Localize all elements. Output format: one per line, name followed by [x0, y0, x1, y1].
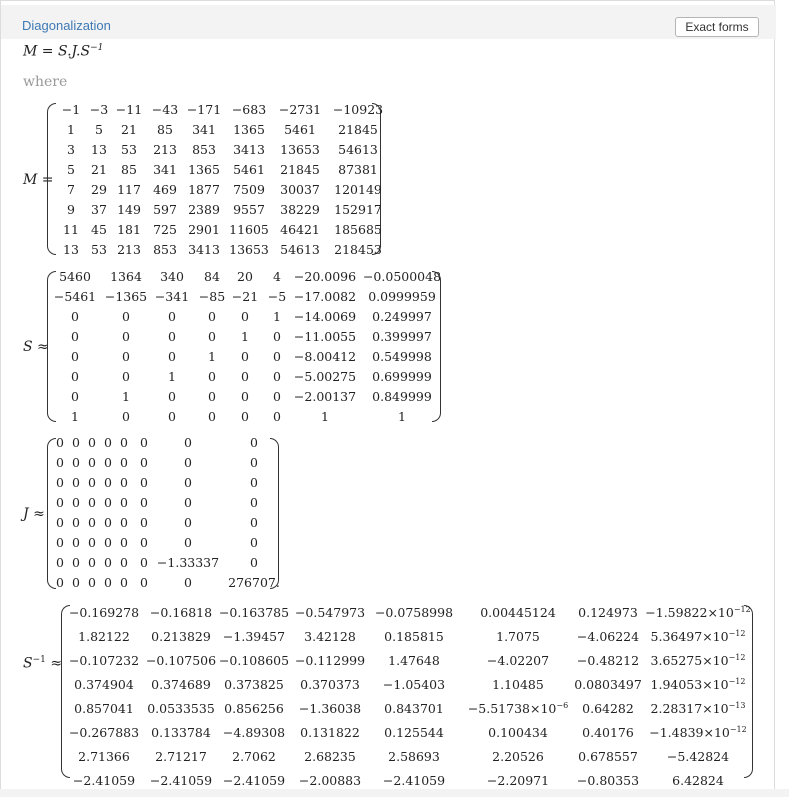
matrix-cell-m: 2901: [188, 222, 220, 237]
matrix-cell-j: 0: [140, 455, 148, 470]
matrix-cell-m: 21845: [280, 162, 320, 177]
matrix-cell-m: 38229: [280, 202, 320, 217]
approx-sign: ≈: [45, 655, 63, 672]
matrix-cell-s: 0: [273, 389, 281, 404]
matrix-cell-j: 0: [120, 535, 128, 550]
matrix-cell-sinv: $2.28317\times 10^{-13}$: [650, 701, 746, 717]
matrix-cell-sinv: −4.06224: [576, 629, 640, 644]
matrix-cell-m: 54613: [280, 242, 320, 257]
matrix-cell-m: 120149: [334, 182, 382, 197]
matrix-cell-m: −171: [186, 102, 222, 117]
matrix-cell-s: 0.849999: [372, 389, 432, 404]
where-label: where: [23, 74, 68, 90]
matrix-cell-s: 0: [122, 349, 130, 364]
matrix-cell-m: 45: [91, 222, 107, 237]
matrix-cell-s: 0.399997: [372, 329, 432, 344]
matrix-cell-m: 7509: [233, 182, 265, 197]
matrix-cell-m: −1: [61, 102, 81, 117]
matrix-cell-sinv: −2.20971: [486, 773, 550, 788]
matrix-cell-j: 0: [120, 515, 128, 530]
formula-equals: =: [41, 43, 54, 60]
pod-header: [1, 5, 776, 39]
matrix-cell-j: −1.33337: [156, 555, 220, 570]
matrix-cell-sinv: $-1.59822\times 10^{-12}$: [645, 605, 751, 621]
matrix-cell-sinv: 0.64282: [582, 701, 634, 716]
matrix-cell-s: 1364: [110, 269, 142, 284]
matrix-cell-sinv: 0.124973: [578, 605, 638, 620]
matrix-cell-m: 7: [67, 182, 75, 197]
matrix-cell-s: 0: [241, 349, 249, 364]
matrix-cell-j: 0: [72, 475, 80, 490]
matrix-cell-s: 0: [208, 409, 216, 424]
matrix-cell-s: 1: [273, 309, 281, 324]
matrix-cell-s: 0: [208, 329, 216, 344]
matrix-cell-j: 0: [56, 555, 64, 570]
matrix-cell-s: 4: [273, 269, 281, 284]
matrix-cell-j: 0: [88, 435, 96, 450]
left-parenthesis-sinv: [61, 605, 70, 778]
matrix-cell-j: 0: [104, 515, 112, 530]
matrix-cell-j: 0: [88, 575, 96, 590]
matrix-cell-m: 149: [117, 202, 141, 217]
matrix-cell-sinv: 0.185815: [384, 629, 444, 644]
matrix-cell-s: 0: [71, 329, 79, 344]
matrix-cell-m: 117: [117, 182, 141, 197]
matrix-cell-s: 0: [71, 309, 79, 324]
matrix-cell-j: 0: [184, 495, 192, 510]
matrix-cell-j: 0: [250, 455, 258, 470]
matrix-cell-s: 1: [398, 409, 406, 424]
matrix-cell-j: 0: [184, 575, 192, 590]
matrix-cell-sinv: −2.00883: [298, 773, 362, 788]
matrix-cell-s: 0: [168, 389, 176, 404]
bottom-edge: [0, 789, 789, 797]
matrix-cell-m: 725: [153, 222, 177, 237]
matrix-cell-m: −10923: [332, 102, 384, 117]
matrix-cell-sinv: −0.80353: [576, 773, 640, 788]
matrix-label-sinv: [23, 655, 62, 672]
matrix-cell-s: 20: [237, 269, 253, 284]
matrix-cell-sinv: $-1.4839\times 10^{-12}$: [649, 725, 747, 741]
matrix-cell-s: −11.0055: [293, 329, 357, 344]
matrix-cell-m: 54613: [338, 142, 378, 157]
matrix-cell-sinv: 0.374689: [151, 677, 211, 692]
matrix-cell-s: 0: [208, 389, 216, 404]
matrix-cell-sinv: 0.373825: [224, 677, 284, 692]
matrix-cell-j: 0: [120, 495, 128, 510]
matrix-cell-j: 0: [184, 435, 192, 450]
matrix-cell-s: 1: [208, 349, 216, 364]
matrix-symbol: J: [23, 506, 29, 522]
matrix-cell-j: 0: [104, 475, 112, 490]
matrix-cell-s: 0: [241, 369, 249, 384]
matrix-symbol: S: [23, 339, 33, 355]
matrix-cell-j: 0: [140, 495, 148, 510]
matrix-cell-s: 0.549998: [372, 349, 432, 364]
matrix-cell-j: 0: [56, 535, 64, 550]
matrix-symbol: S: [23, 655, 33, 672]
matrix-cell-sinv: −0.108605: [218, 653, 290, 668]
matrix-cell-j: 0: [104, 535, 112, 550]
matrix-cell-sinv: 0.678557: [578, 749, 638, 764]
matrix-cell-s: 0: [71, 369, 79, 384]
matrix-cell-m: 21845: [338, 122, 378, 137]
matrix-cell-j: 0: [250, 535, 258, 550]
matrix-cell-sinv: −0.547973: [294, 605, 366, 620]
matrix-cell-sinv: 0.370373: [300, 677, 360, 692]
matrix-cell-m: 181: [117, 222, 141, 237]
matrix-cell-m: 21: [121, 122, 137, 137]
matrix-cell-sinv: 0.0803497: [574, 677, 642, 692]
matrix-cell-sinv: −1.05403: [382, 677, 446, 692]
matrix-cell-m: 213: [153, 142, 177, 157]
matrix-cell-s: −8.00412: [293, 349, 357, 364]
matrix-cell-sinv: −0.112999: [294, 653, 366, 668]
matrix-cell-j: 0: [120, 435, 128, 450]
matrix-cell-m: 5: [95, 122, 103, 137]
matrix-cell-j: 0: [104, 495, 112, 510]
matrix-cell-j: 0: [72, 555, 80, 570]
matrix-cell-j: 0: [184, 455, 192, 470]
matrix-cell-m: 21: [91, 162, 107, 177]
matrix-cell-j: 0: [184, 475, 192, 490]
matrix-cell-j: 0: [104, 435, 112, 450]
matrix-cell-j: 276707.: [228, 575, 280, 590]
matrix-cell-m: 85: [121, 162, 137, 177]
matrix-cell-sinv: −0.267883: [68, 725, 140, 740]
matrix-cell-j: 0: [88, 455, 96, 470]
matrix-cell-m: 341: [192, 122, 216, 137]
matrix-cell-s: 1: [321, 409, 329, 424]
matrix-cell-m: 11605: [229, 222, 269, 237]
matrix-cell-s: 0: [273, 369, 281, 384]
matrix-cell-j: 0: [120, 575, 128, 590]
matrix-cell-m: −3: [89, 102, 109, 117]
matrix-cell-s: 1: [241, 329, 249, 344]
matrix-cell-s: 5460: [59, 269, 91, 284]
matrix-cell-s: 0.699999: [372, 369, 432, 384]
matrix-cell-sinv: 0.843701: [384, 701, 444, 716]
matrix-cell-sinv: −0.163785: [218, 605, 290, 620]
matrix-cell-s: −20.0096: [293, 269, 357, 284]
matrix-cell-s: 0: [122, 369, 130, 384]
matrix-cell-j: 0: [72, 575, 80, 590]
matrix-cell-m: 469: [153, 182, 177, 197]
matrix-cell-s: −1365: [104, 289, 148, 304]
matrix-cell-sinv: 2.7062: [232, 749, 276, 764]
matrix-cell-sinv: −0.0758998: [374, 605, 454, 620]
matrix-cell-m: 341: [153, 162, 177, 177]
matrix-cell-sinv: 0.00445124: [480, 605, 556, 620]
matrix-cell-s: 0: [122, 309, 130, 324]
matrix-cell-m: 30037: [280, 182, 320, 197]
matrix-cell-m: 3: [67, 142, 75, 157]
matrix-cell-j: 0: [140, 435, 148, 450]
matrix-cell-sinv: 0.125544: [384, 725, 444, 740]
matrix-cell-j: 0: [140, 475, 148, 490]
matrix-cell-m: 5461: [284, 122, 316, 137]
matrix-cell-s: 0: [273, 329, 281, 344]
matrix-cell-j: 0: [140, 555, 148, 570]
matrix-cell-j: 0: [120, 475, 128, 490]
left-parenthesis-m: [47, 103, 56, 255]
matrix-cell-m: 13: [91, 142, 107, 157]
matrix-cell-s: −5.00275: [293, 369, 357, 384]
matrix-cell-s: 0: [241, 389, 249, 404]
matrix-cell-j: 0: [56, 495, 64, 510]
matrix-cell-s: 1: [168, 369, 176, 384]
matrix-inverse-exponent: −1: [32, 655, 46, 665]
matrix-cell-j: 0: [140, 575, 148, 590]
matrix-cell-s: 0: [273, 409, 281, 424]
matrix-cell-j: 0: [184, 535, 192, 550]
formula-exponent: −1: [90, 43, 104, 53]
matrix-cell-m: 11: [63, 222, 79, 237]
matrix-cell-j: 0: [72, 535, 80, 550]
formula-rhs: S.J.S: [57, 43, 91, 60]
matrix-cell-s: 0: [208, 369, 216, 384]
matrix-cell-s: 0: [168, 349, 176, 364]
matrix-cell-s: 0: [168, 329, 176, 344]
matrix-cell-s: 0: [241, 309, 249, 324]
matrix-cell-s: 0: [122, 329, 130, 344]
matrix-cell-j: 0: [72, 455, 80, 470]
matrix-cell-j: 0: [72, 495, 80, 510]
matrix-cell-sinv: 1.47648: [388, 653, 440, 668]
matrix-cell-sinv: 1.10485: [492, 677, 544, 692]
exact-forms-button[interactable]: Exact forms: [675, 17, 759, 37]
matrix-cell-sinv: $5.36497\times 10^{-12}$: [650, 629, 746, 645]
matrix-cell-m: 597: [153, 202, 177, 217]
matrix-cell-j: 0: [104, 455, 112, 470]
matrix-cell-sinv: 0.133784: [151, 725, 211, 740]
matrix-cell-sinv: 0.213829: [151, 629, 211, 644]
matrix-cell-sinv: 2.71366: [78, 749, 130, 764]
matrix-cell-m: −2731: [278, 102, 322, 117]
matrix-cell-sinv: 1.7075: [496, 629, 540, 644]
matrix-cell-sinv: $3.65275\times 10^{-12}$: [650, 653, 746, 669]
matrix-cell-sinv: −0.107506: [145, 653, 217, 668]
matrix-cell-j: 0: [56, 435, 64, 450]
matrix-cell-m: 37: [91, 202, 107, 217]
matrix-cell-m: 853: [192, 142, 216, 157]
matrix-cell-sinv: −1.39457: [222, 629, 286, 644]
matrix-cell-j: 0: [250, 515, 258, 530]
matrix-cell-j: 0: [88, 475, 96, 490]
matrix-cell-s: −21: [231, 289, 259, 304]
matrix-cell-j: 0: [72, 435, 80, 450]
left-parenthesis-j: [47, 438, 56, 589]
matrix-cell-sinv: −0.169278: [68, 605, 140, 620]
matrix-cell-s: 0: [71, 389, 79, 404]
matrix-cell-m: 1365: [188, 162, 220, 177]
matrix-cell-sinv: −2.41059: [222, 773, 286, 788]
matrix-cell-sinv: 1.82122: [78, 629, 130, 644]
matrix-cell-j: 0: [88, 535, 96, 550]
matrix-cell-m: 5461: [233, 162, 265, 177]
matrix-label-j: [23, 506, 45, 522]
matrix-cell-s: 0: [168, 309, 176, 324]
matrix-cell-j: 0: [250, 435, 258, 450]
matrix-cell-j: 0: [104, 575, 112, 590]
matrix-cell-m: 853: [153, 242, 177, 257]
matrix-cell-s: 0: [71, 349, 79, 364]
matrix-cell-sinv: 0.0533535: [147, 701, 215, 716]
matrix-cell-s: −341: [154, 289, 190, 304]
matrix-cell-s: −17.0082: [293, 289, 357, 304]
matrix-cell-sinv: 0.100434: [488, 725, 548, 740]
matrix-cell-j: 0: [104, 555, 112, 570]
matrix-cell-m: 53: [121, 142, 137, 157]
matrix-symbol: M: [23, 172, 38, 188]
matrix-cell-m: 2389: [188, 202, 220, 217]
matrix-cell-s: 0: [168, 409, 176, 424]
matrix-cell-sinv: −4.02207: [486, 653, 550, 668]
matrix-cell-m: 13653: [229, 242, 269, 257]
matrix-cell-m: 218453: [334, 242, 382, 257]
matrix-cell-s: 0: [208, 309, 216, 324]
matrix-cell-m: 1365: [233, 122, 265, 137]
matrix-cell-m: 46421: [280, 222, 320, 237]
matrix-cell-m: 13653: [280, 142, 320, 157]
matrix-cell-s: 84: [204, 269, 220, 284]
matrix-cell-sinv: −2.41059: [382, 773, 446, 788]
matrix-cell-s: 1: [71, 409, 79, 424]
matrix-cell-s: 0: [122, 409, 130, 424]
matrix-cell-sinv: 0.131822: [300, 725, 360, 740]
matrix-cell-sinv: 0.856256: [224, 701, 284, 716]
pod-title: Diagonalization: [22, 18, 111, 33]
matrix-cell-s: 1: [122, 389, 130, 404]
matrix-cell-s: −0.0500048: [362, 269, 442, 284]
matrix-cell-m: 9557: [233, 202, 265, 217]
matrix-cell-m: 85: [157, 122, 173, 137]
matrix-cell-j: 0: [56, 515, 64, 530]
matrix-cell-j: 0: [250, 495, 258, 510]
matrix-cell-m: 53: [91, 242, 107, 257]
matrix-cell-sinv: 0.40176: [582, 725, 634, 740]
matrix-cell-sinv: −0.48212: [576, 653, 640, 668]
equals-sign: =: [37, 172, 54, 188]
matrix-cell-m: −43: [151, 102, 179, 117]
matrix-cell-m: 213: [117, 242, 141, 257]
matrix-cell-s: −85: [198, 289, 226, 304]
matrix-cell-m: 1: [67, 122, 75, 137]
matrix-cell-sinv: −2.41059: [149, 773, 213, 788]
matrix-cell-m: 29: [91, 182, 107, 197]
matrix-cell-sinv: 0.857041: [74, 701, 134, 716]
matrix-cell-j: 0: [56, 455, 64, 470]
matrix-label-s: [23, 339, 49, 355]
right-parenthesis-j: [270, 438, 279, 589]
matrix-cell-s: −5461: [53, 289, 97, 304]
matrix-cell-j: 0: [88, 555, 96, 570]
matrix-cell-m: 185685: [334, 222, 382, 237]
matrix-cell-m: 5: [67, 162, 75, 177]
matrix-cell-m: 87381: [338, 162, 378, 177]
matrix-cell-m: 3413: [233, 142, 265, 157]
matrix-cell-sinv: −4.89308: [222, 725, 286, 740]
matrix-cell-sinv: −0.107232: [68, 653, 140, 668]
matrix-cell-sinv: 2.20526: [492, 749, 544, 764]
matrix-cell-sinv: $1.94053\times 10^{-12}$: [650, 677, 746, 693]
matrix-cell-s: 0.249997: [372, 309, 432, 324]
matrix-cell-sinv: $-5.51738\times 10^{-6}$: [467, 701, 569, 717]
matrix-cell-m: −11: [115, 102, 143, 117]
matrix-cell-sinv: 2.68235: [304, 749, 356, 764]
diagonalization-formula: [23, 43, 103, 60]
matrix-cell-sinv: 3.42128: [304, 629, 356, 644]
matrix-cell-s: 0.0999959: [368, 289, 436, 304]
matrix-cell-j: 0: [72, 515, 80, 530]
matrix-cell-j: 0: [88, 515, 96, 530]
matrix-cell-s: 0: [241, 409, 249, 424]
matrix-cell-sinv: 6.42824: [672, 773, 724, 788]
matrix-cell-j: 0: [250, 555, 258, 570]
matrix-cell-s: −5: [267, 289, 287, 304]
matrix-cell-j: 0: [120, 455, 128, 470]
matrix-cell-sinv: 2.71217: [155, 749, 207, 764]
matrix-cell-s: 0: [273, 349, 281, 364]
approx-sign: ≈: [32, 339, 49, 355]
matrix-cell-m: 3413: [188, 242, 220, 257]
matrix-cell-sinv: −0.16818: [149, 605, 213, 620]
matrix-cell-sinv: 0.374904: [74, 677, 134, 692]
matrix-cell-m: 9: [67, 202, 75, 217]
matrix-cell-s: −14.0069: [293, 309, 357, 324]
approx-sign: ≈: [28, 506, 45, 522]
matrix-cell-sinv: −2.41059: [72, 773, 136, 788]
matrix-cell-j: 0: [140, 535, 148, 550]
formula-lhs: M: [23, 43, 38, 60]
matrix-cell-j: 0: [56, 475, 64, 490]
matrix-cell-m: 1877: [188, 182, 220, 197]
matrix-cell-j: 0: [56, 575, 64, 590]
matrix-cell-m: 152917: [334, 202, 382, 217]
matrix-cell-s: −2.00137: [293, 389, 357, 404]
matrix-cell-j: 0: [250, 475, 258, 490]
matrix-cell-j: 0: [88, 495, 96, 510]
matrix-cell-j: 0: [140, 515, 148, 530]
matrix-cell-j: 0: [120, 555, 128, 570]
matrix-cell-sinv: −5.42824: [666, 749, 730, 764]
matrix-cell-m: −683: [231, 102, 267, 117]
matrix-cell-s: 340: [160, 269, 184, 284]
matrix-cell-j: 0: [184, 515, 192, 530]
matrix-cell-sinv: −1.36038: [298, 701, 362, 716]
matrix-cell-m: 13: [63, 242, 79, 257]
matrix-cell-sinv: 2.58693: [388, 749, 440, 764]
